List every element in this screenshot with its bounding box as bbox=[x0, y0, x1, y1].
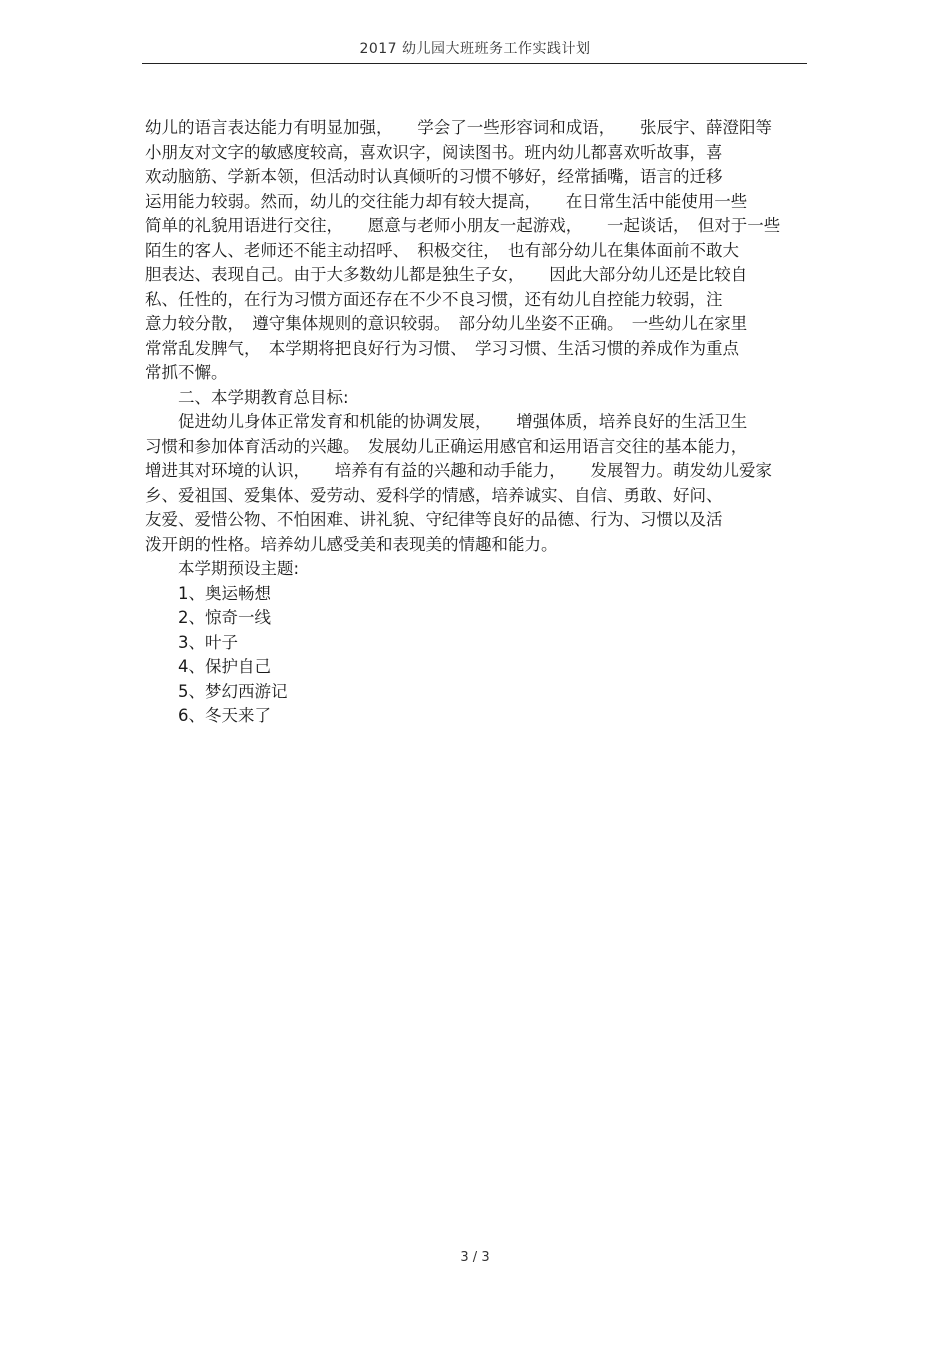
theme-list-item: 3、叶子 bbox=[145, 632, 238, 652]
text-line: 运用能力较弱。然而，幼儿的交往能力却有较大提高， 在日常生活中能使用一些 bbox=[145, 191, 748, 211]
theme-list-item: 1、奥运畅想 bbox=[145, 583, 271, 603]
page-number: 3 / 3 bbox=[460, 1250, 490, 1265]
text-line: 陌生的客人、老师还不能主动招呼、 积极交往， 也有部分幼儿在集体面前不敢大 bbox=[145, 240, 739, 260]
text-line: 常抓不懈。 bbox=[145, 363, 228, 382]
header-divider bbox=[142, 63, 807, 64]
text-line: 私、任性的，在行为习惯方面还存在不少不良习惯，还有幼儿自控能力较弱，注 bbox=[145, 289, 723, 309]
theme-list-item: 6、冬天来了 bbox=[145, 706, 271, 725]
text-line: 胆表达、表现自己。由于大多数幼儿都是独生子女， 因此大部分幼儿还是比较自 bbox=[145, 265, 748, 284]
text-line: 泼开朗的性格。培养幼儿感受美和表现美的情趣和能力。 bbox=[145, 534, 558, 554]
text-line: 友爱、爱惜公物、不怕困难、讲礼貌、守纪律等良好的品德、行为、习惯以及活 bbox=[145, 510, 723, 529]
text-line: 意力较分散， 遵守集体规则的意识较弱。 部分幼儿坐姿不正确。 一些幼儿在家里 bbox=[145, 314, 748, 333]
text-line: 小朋友对文字的敏感度较高，喜欢识字，阅读图书。班内幼儿都喜欢听故事，喜 bbox=[145, 142, 723, 162]
theme-list-item: 5、梦幻西游记 bbox=[145, 681, 288, 701]
document-body bbox=[145, 116, 805, 729]
section-heading: 二、本学期教育总目标: bbox=[145, 387, 349, 407]
themes-heading: 本学期预设主题: bbox=[145, 559, 300, 578]
document-header-title: 2017 幼儿园大班班务工作实践计划 bbox=[359, 41, 591, 57]
text-line: 习惯和参加体育活动的兴趣。 发展幼儿正确运用感官和运用语言交往的基本能力， bbox=[145, 436, 748, 456]
text-line: 欢动脑筋、学新本领，但活动时认真倾听的习惯不够好，经常插嘴，语言的迁移 bbox=[145, 167, 723, 186]
text-line: 乡、爱祖国、爱集体、爱劳动、爱科学的情感，培养诚实、自信、勇敢、好问、 bbox=[145, 485, 723, 505]
theme-list-item: 2、惊奇一线 bbox=[145, 608, 271, 627]
text-line: 简单的礼貌用语进行交往， 愿意与老师小朋友一起游戏， 一起谈话， 但对于一些 bbox=[145, 216, 781, 235]
text-line: 幼儿的语言表达能力有明显加强， 学会了一些形容词和成语， 张辰宇、薛澄阳等 bbox=[145, 118, 772, 137]
text-line: 促进幼儿身体正常发育和机能的协调发展， 增强体质，培养良好的生活卫生 bbox=[145, 412, 748, 431]
text-line: 常常乱发脾气， 本学期将把良好行为习惯、 学习习惯、生活习惯的养成作为重点 bbox=[145, 338, 739, 358]
theme-list-item: 4、保护自己 bbox=[145, 657, 271, 676]
text-line: 增进其对环境的认识， 培养有有益的兴趣和动手能力， 发展智力。萌发幼儿爱家 bbox=[145, 461, 772, 480]
